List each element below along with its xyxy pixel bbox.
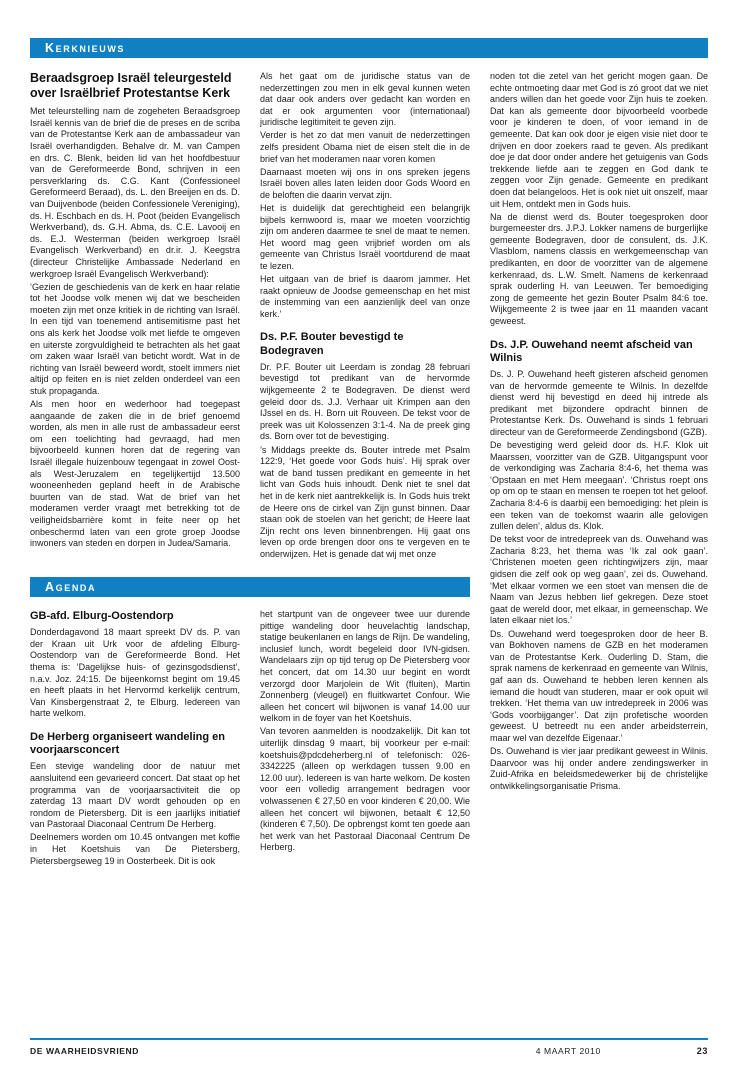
paragraph: Daarnaast moeten wij ons in ons spreken jegens Israël boven alles laten leiden door Gods Woord en de beloften die daarin vervat zijn. [260, 166, 470, 200]
kerknieuws-columns [30, 71, 470, 562]
paragraph: Als het gaat om de juridische status van de nederzettingen zou men in elk geval kunnen weten dat daar ook anders over gedacht kan worden en dat er ook argumenten voor (internationaal) juridische legitimiteit te geven zijn. [260, 71, 470, 128]
paragraph: De bevestiging werd geleid door ds. H.F. Klok uit Maarssen, voorzitter van de GZB. Uitgangspunt voor de verkondiging was Zacharia 8:4-6, het thema was ‘Opstaan en met Hem meegaan’. ‘Christus roept ons op om op te staan en mensen te roepen tot het geloof. Zacharia 8:4-6 is daarbij een bemoediging: het plein is een teken van de toekomst waarin alle gelovigen zullen delen’, aldus ds. Klok. [490, 440, 708, 532]
agenda-column-1 [30, 609, 240, 869]
page-content [30, 71, 708, 869]
article-bouter-col3-body [490, 71, 708, 328]
agenda-title-herberg: De Herberg organiseert wandeling en voorjaarsconcert [30, 730, 225, 757]
left-two-column-zone [30, 71, 470, 869]
kerknieuws-column-2 [260, 71, 470, 562]
agenda-herberg-col1-body [30, 761, 240, 867]
paragraph: Verder is het zo dat men vanuit de nederzettingen zelfs president Obama niet de eisen stelt die in de brief van het moderamen naar voren komen [260, 130, 470, 164]
page-footer [30, 1038, 708, 1056]
article-ouwehand-body [490, 369, 708, 792]
paragraph: ‘Gezien de geschiedenis van de kerk en haar relatie tot het Joodse volk menen wij dat we bescheiden moeten zijn met onze kritiek in de richting van Israël. In een tijd van toenemend antisemitisme past het ons als kerk het Joodse volk met liefde te omgeven en uiterste zorgvuldigheid te betrachten als het gaat om zaken waar Israël van beticht wordt. Wat in de richting van Israël beweerd wordt, stoelt immers niet altijd op feiten en is niet zelden onderdeel van een stuk propaganda. [30, 281, 240, 396]
footer-row [30, 1046, 708, 1056]
article-title-israel: Beraadsgroep Israël teleurgesteld over Israëlbrief Protestantse Kerk [30, 71, 232, 100]
paragraph: Als men hoor en wederhoor had toegepast aangaande de zaken die in de brief genoemd worden, als men in alle rust de ambassadeur eerst om een toelichting had gevraagd, had men bijvoorbeeld kunnen horen dat de regering van Israël illegale huizenbouw tegengaat in zowel Oost- als West-Jeruzalem en tegelijkertijd 13.500 wooneenheden gepland heeft in de Arabische buurten van de stad. Wat de brief van het moderamen verder vraagt met betrekking tot de veiligheidsbarrière komt in feite neer op het onbeschermd laten van een grote groep Joodse inwoners van steden en dorpen in Judea/Samaria. [30, 399, 240, 549]
agenda-columns [30, 609, 470, 869]
page-number: 23 [696, 1046, 708, 1056]
paragraph: Ds. Ouwehand is vier jaar predikant geweest in Wilnis. Daarvoor was hij onder andere zendingswerker in Zuid-Afrika en beleidsmedewerker bij de christelijke ontwikkelingsorganisatie Prisma. [490, 745, 708, 791]
article-title-ouwehand: Ds. J.P. Ouwehand neemt afscheid van Wilnis [490, 338, 693, 364]
publication-name: DE WAARHEIDSVRIEND [30, 1046, 140, 1056]
paragraph: Het uitgaan van de brief is daarom jammer. Het raakt opnieuw de Joodse gemeenschap en het mist de instemming van een aanzienlijk deel van onze kerk.’ [260, 274, 470, 319]
kerknieuws-section-bar [30, 38, 708, 58]
issue-date: 4 MAART 2010 [535, 1046, 601, 1056]
paragraph: Met teleurstelling nam de zogeheten Beraadsgroep Israël kennis van de brief die de preses en de scriba van de Protestantse Kerk aan de ambassadeur van Israël overhandigden. Behalve dr. M. van Campen en drs. C. Blenk, beiden lid van het hoofdbestuur van de Gereformeerde Bond, schrijven in een persverklaring ds. C.G. Kant (Confessioneel Gereformeerd Beraad), ds. L. den Breeijen en ds. D. van Duijvenbode (beiden Confessionele Vereniging), ds. H. Eschbach en ds. H. Poot (beiden Evangelisch Werkverband), ds. G.H. Abma, ds. C.E. Lavooij en ds. E.J. Westerman (beiden werkgroep Israël Evangelisch Werkverband) en dr.ir. J. Keegstra (directeur Christelijke Ambassade Nederland en werkgroep Israël Evangelisch Werkverband): [30, 106, 240, 279]
agenda-elburg-body [30, 627, 240, 720]
agenda-section-bar [30, 577, 470, 597]
paragraph: Ds. Ouwehand werd toegesproken door de heer B. van Bokhoven namens de GZB en het moderamen van de Protestantse Kerk. Ouderling D. Stam, die sprak namens de kerkenraad en gemeente van Wilnis, gaf aan ds. Ouwehand te hebben leren kennen als iemand die houdt van studeren, maar er ook opuit wil trekken. ‘Het thema van uw intredepreek in 2006 was ‘Gods voorbijganger’. Dat zijn profetische woorden geweest. U betreedt nu een ander arbeidsterrein, maar wel van dezelfde Eigenaar.’ [490, 628, 708, 743]
paragraph: Een stevige wandeling door de natuur met aansluitend een gevarieerd concert. Dat staat op het programma van de voorjaarsactiviteit die op zaterdag 13 maart DV wordt gehouden op en rondom de Pietersberg. Dit is een jaarlijks initiatief van Pastoraal Diaconaal Centrum De Herberg. [30, 761, 240, 830]
article-bouter-col2-body [260, 362, 470, 561]
agenda-section-label: Agenda [45, 579, 97, 594]
footer-rule [30, 1038, 708, 1040]
article-israel-col1-body [30, 106, 240, 550]
paragraph: De tekst voor de intredepreek van ds. Ouwehand was Zacharia 8:23, het thema was ‘Ik zal ook gaan’. ‘Christenen moeten geen richtingwijzers zijn, maar gidsen die zelf ook op weg gaan’, zei ds. Ouwehand. ‘Met elkaar vormen we een stoet van mensen die de Naam van Jezus hebben lief gekregen. Deze stoet gaat de wereld door, met elkaar, in gemeenschap. We laten elkaar niet los.’ [490, 534, 708, 626]
paragraph: ’s Middags preekte ds. Bouter intrede met Psalm 122:9, ‘Het goede voor Gods huis’. Hij sprak over wat de band tussen predikant en gemeente in het licht van Gods huis inhoudt. Denk niet te snel dat het in de kerk niet aantrekkelijk is. In Gods huis trekt de Heere ons de cirkel van Zijn gunst binnen. Daar staan ook de stoelen van het gericht; de Heere laat Zijn recht ons leven binnenbrengen. Hij gaat ons leven op orde brengen door ons te vergeven en te onderwijzen. Het is genade dat wij met onze [260, 444, 470, 559]
paragraph: Van tevoren aanmelden is noodzakelijk. Dit kan tot uiterlijk dinsdag 9 maart, bij voorkeur per e-mail: koetshuis@pdcdeherberg.nl of telefonisch: 026-3342225 (alleen op werkdagen tussen 9.00 en 12.00 uur). Iedereen is van harte welkom. De kosten voor een volledig arrangement bedragen voor volwassenen € 27,50 en voor kinderen € 20,00. Wie alleen het concert wil bijwonen, betaalt € 12,50 (kinderen € 7,50). De opbrengst komt ten goede aan het werk van het Pastoraal Diaconaal Centrum De Herberg. [260, 726, 470, 853]
kerknieuws-column-3 [490, 71, 708, 869]
article-title-bouter: Ds. P.F. Bouter bevestigd te Bodegraven [260, 331, 404, 357]
paragraph: het startpunt van de ongeveer twee uur durende pittige wandeling door heuvelachtig landschap, statige beukenlanen en langs de Rijn. De wandeling, inclusief lunch, wordt begeleid door IVN-gidsen. Wandelaars zijn op tijd terug op De Pietersberg voor het concert, dat om 14.30 uur begint en wordt verzorgd door Marjolein de Wit (fluiten), Martin Zonnenberg (vleugel) en fluitkwartet Confour. Wie alleen het concert wil bijwonen is vanaf 14.00 uur welkom in de foyer van het Koetshuis. [260, 608, 470, 724]
agenda-title-elburg: GB-afd. Elburg-Oostendorp [30, 609, 174, 622]
paragraph: noden tot die zetel van het gericht mogen gaan. De echte ontmoeting daar met God is zó groot dat we niet anders willen dan het goede voor Zijn huis te zoeken. Dat kan als gemeente door bijvoorbeeld voorbede voor je kinderen te doen, of voor iemand in de gemeente. Dat kan ook door je eigen visie niet door te drijven en door zoekers raad te geven. Als predikant doe je dat door onder andere het getuigenis van Gods trekkende liefde aan te zeggen en God dank te zeggen voor Zijn genade. Gemeente en predikant doen dat belangeloos. Het is ook niet uit onszelf, maar uit Hem, ontdekt men in Gods huis. [490, 71, 708, 209]
paragraph: Het is duidelijk dat gerechtigheid een belangrijk bijbels kernwoord is, maar we moeten voorzichtig zijn om anderen daarmee te snel de maat te nemen. Het woord mag geen vrijbrief worden om als gemeente van Christus Israël voortdurend de maat te lezen. [260, 203, 470, 271]
kerknieuws-section-label: Kerknieuws [45, 41, 126, 55]
kerknieuws-column-1 [30, 71, 240, 551]
agenda-herberg-col2-body [260, 609, 470, 854]
article-israel-col2-body [260, 71, 470, 320]
paragraph: Ds. J. P. Ouwehand heeft gisteren afscheid genomen van de hervormde gemeente te Wilnis. In dezelfde dienst werd hij bevestigd en deed hij intrede als predikant met bijzondere opdracht binnen de Protestantse Kerk. Ds. Ouwehand is sinds 1 februari directeur van de Gereformeerde Zendingsbond (GZB). [490, 368, 708, 437]
paragraph: Deelnemers worden om 10.45 ontvangen met koffie in Het Koetshuis van De Pietersberg, Pietersbergseweg 19 in Oosterbeek. Dit is ook [30, 832, 240, 866]
paragraph: Donderdagavond 18 maart spreekt DV ds. P. van der Kraan uit Urk voor de afdeling Elburg-Oostendorp van de Gereformeerde Bond. Het thema is: ‘Dagelijkse huis- of gezinsgodsdienst’, n.a.v. Joz. 24:15. De bijeenkomst begint om 19.45 en heeft plaats in het Hervormd kerkelijk centrum, Van Kinsbergenstraat 2, te Elburg. Iedereen van harte welkom. [30, 627, 240, 719]
paragraph: Dr. P.F. Bouter uit Leerdam is zondag 28 februari bevestigd tot predikant van de hervormde wijkgemeente 2 te Bodegraven. De dienst werd geleid door ds. J.J. Verhaar uit Krimpen aan den IJssel en ds. H. Born uit Rouveen. De tekst voor de preek was uit Kolossenzen 3:1-4. Na de preek ging ds. Born over tot de bevestiging. [260, 361, 470, 442]
agenda-column-2 [260, 609, 470, 855]
paragraph: Na de dienst werd ds. Bouter toegesproken door burgemeester drs. J.P.J. Lokker namens de burgerlijke gemeente Bodegraven, door de consulent, ds. J.K. Vlasblom, namens classis en werkgemeenschap van predikanten, en door de voorzitter van de algemene kerkenraad, ds. L.W. Smelt. Namens de kerkenraad sprak ouderling H. van Leeuwen. Ter bemoediging zong de gemeente het gezin Bouter Psalm 84:6 toe. Wijkgemeente 2 is twee jaar en 11 maanden vacant geweest. [490, 211, 708, 326]
